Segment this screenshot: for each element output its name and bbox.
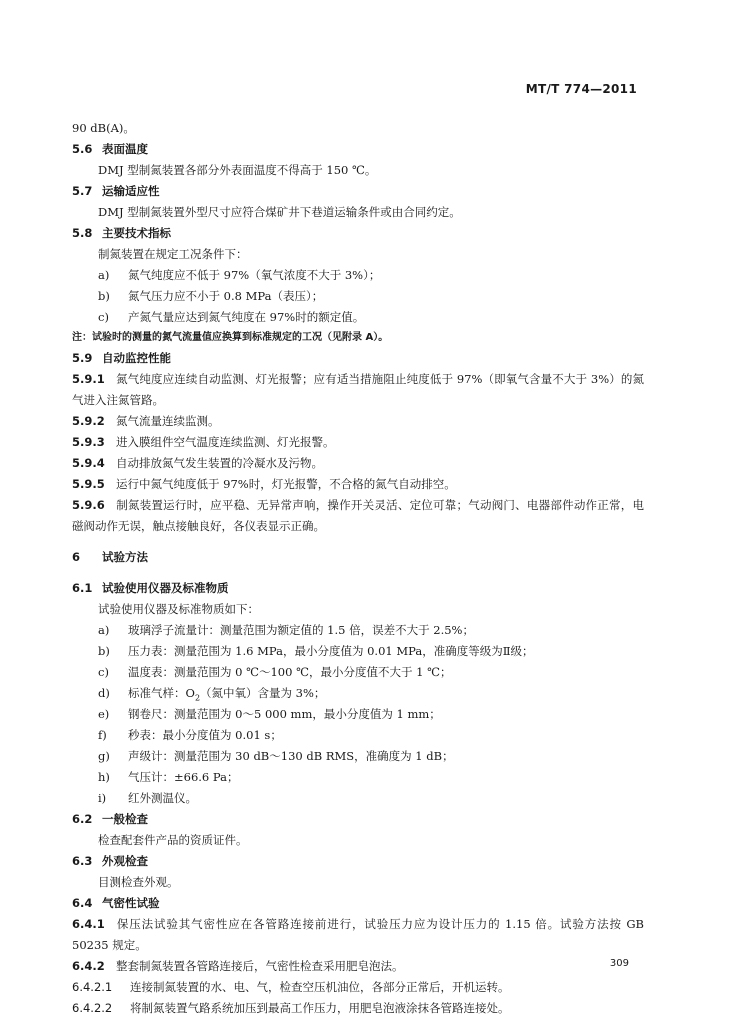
- clause: [72, 369, 644, 411]
- list-item: [72, 683, 644, 704]
- clause-text: 进入膜组件空气温度连续监测、灯光报警。: [116, 435, 335, 449]
- page-number: 309: [609, 958, 629, 969]
- clause-number: 5.9.6: [72, 498, 105, 512]
- clause-text: 连接制氮装置的水、电、气，检查空压机油位，各部分正常后，开机运转。: [130, 980, 510, 994]
- section-title: 自动监控性能: [102, 351, 171, 365]
- list-marker: d): [98, 686, 110, 700]
- clause-text: 运行中氮气纯度低于 97%时，灯光报警，不合格的氮气自动排空。: [116, 477, 456, 491]
- list-marker: c): [98, 310, 109, 324]
- formula-o: 标准气样：O: [128, 686, 195, 700]
- chapter-heading: [72, 547, 644, 568]
- standard-code-header: MT/T 774—2011: [525, 82, 637, 96]
- clause-text: 氮气纯度应连续自动监测、灯光报警；应有适当措施阻止纯度低于 97%（即氧气含量不大于 3%）的氮气进入注氮管路。: [72, 372, 644, 407]
- list-text: 声级计：测量范围为 30 dB～130 dB RMS，准确度为 1 dB；: [128, 749, 454, 763]
- section-number: 6.4: [72, 896, 93, 910]
- paragraph: DMJ 型制氮装置外型尺寸应符合煤矿井下巷道运输条件或由合同约定。: [98, 205, 461, 219]
- list-text: 玻璃浮子流量计：测量范围为额定值的 1.5 倍，误差不大于 2.5%；: [128, 623, 474, 637]
- list-marker: a): [98, 268, 110, 282]
- list-item: [72, 767, 644, 788]
- section-title: 主要技术指标: [102, 226, 171, 240]
- clause-text: 将制氮装置气路系统加压到最高工作压力，用肥皂泡液涂抹各管路连接处。: [130, 1001, 510, 1015]
- list-text: 产氮气量应达到氮气纯度在 97%时的额定值。: [128, 310, 365, 324]
- clause-number: 5.9.5: [72, 477, 105, 491]
- clause-number: 6.4.2: [72, 959, 105, 973]
- section-number: 6.3: [72, 854, 93, 868]
- list-item: [72, 662, 644, 683]
- clause: [72, 956, 644, 977]
- list-text: 气压计：±66.6 Pa；: [128, 770, 239, 784]
- clause: [72, 495, 644, 537]
- section-number: 6.1: [72, 581, 93, 595]
- list-text: 压力表：测量范围为 1.6 MPa，最小分度值为 0.01 MPa，准确度等级为Ⅱ级；: [128, 644, 534, 658]
- list-text: 钢卷尺：测量范围为 0～5 000 mm，最小分度值为 1 mm；: [128, 707, 441, 721]
- formula-subscript: 2: [194, 693, 201, 703]
- list-text: 氮气纯度应不低于 97%（氧气浓度不大于 3%）；: [128, 268, 381, 282]
- section-title: 外观检查: [102, 854, 148, 868]
- list-item: [72, 725, 644, 746]
- clause-text: 保压法试验其气密性应在各管路连接前进行，试验压力应为设计压力的 1.15 倍。试验方法按 GB 50235 规定。: [72, 917, 644, 952]
- list-marker: i): [98, 791, 107, 805]
- section-number: 6.2: [72, 812, 93, 826]
- document-body: [72, 118, 644, 1019]
- section-number: 5.6: [72, 142, 93, 156]
- list-text: 温度表：测量范围为 0 ℃～100 ℃，最小分度值不大于 1 ℃；: [128, 665, 452, 679]
- clause: [72, 914, 644, 956]
- list-marker: e): [98, 707, 110, 721]
- list-marker: f): [98, 728, 107, 742]
- clause-number: 6.4.2.2: [72, 1001, 113, 1015]
- paragraph: 制氮装置在规定工况条件下：: [98, 247, 248, 261]
- clause-number: 5.9.2: [72, 414, 105, 428]
- section-heading: [72, 851, 644, 872]
- list-marker: g): [98, 749, 110, 763]
- list-marker: c): [98, 665, 109, 679]
- section-title: 运输适应性: [102, 184, 160, 198]
- section-title: 一般检查: [102, 812, 148, 826]
- list-marker: h): [98, 770, 110, 784]
- list-item: [72, 265, 644, 286]
- section-title: 试验使用仪器及标准物质: [102, 581, 229, 595]
- section-heading: [72, 893, 644, 914]
- list-item: [72, 620, 644, 641]
- section-heading: [72, 181, 644, 202]
- list-text: 秒表：最小分度值为 0.01 s；: [128, 728, 282, 742]
- section-heading: [72, 809, 644, 830]
- list-item: [72, 307, 644, 328]
- section-heading: [72, 578, 644, 599]
- paragraph: DMJ 型制氮装置各部分外表面温度不得高于 150 ℃。: [98, 163, 377, 177]
- formula-rest: （氮中氧）含量为 3%；: [200, 686, 326, 700]
- clause-text: 自动排放氮气发生装置的冷凝水及污物。: [116, 456, 323, 470]
- section-title: 表面温度: [102, 142, 148, 156]
- clause-number: 5.9.3: [72, 435, 105, 449]
- spacer: [72, 537, 644, 547]
- clause: [72, 474, 644, 495]
- list-marker: b): [98, 644, 110, 658]
- list-marker: b): [98, 289, 110, 303]
- clause-text: 整套制氮装置各管路连接后，气密性检查采用肥皂泡法。: [116, 959, 404, 973]
- chapter-title: 试验方法: [102, 550, 148, 564]
- clause-text: 氮气流量连续监测。: [116, 414, 220, 428]
- list-item: [72, 286, 644, 307]
- clause-number: 5.9.1: [72, 372, 105, 386]
- section-heading: [72, 139, 644, 160]
- clause: [72, 432, 644, 453]
- chapter-number: 6: [72, 550, 81, 564]
- section-heading: [72, 348, 644, 369]
- section-title: 气密性试验: [102, 896, 160, 910]
- spacer: [72, 568, 644, 578]
- list-item: [72, 746, 644, 767]
- paragraph: 目测检查外观。: [98, 875, 179, 889]
- list-item: [72, 641, 644, 662]
- clause-text: 制氮装置运行时，应平稳、无异常声响，操作开关灵活、定位可靠；气动阀门、电器部件动作正常，电磁阀动作无误，触点接触良好，各仪表显示正确。: [72, 498, 644, 533]
- clause: [72, 998, 644, 1019]
- list-item: [72, 788, 644, 809]
- clause-number: 6.4.1: [72, 917, 105, 931]
- clause: [72, 453, 644, 474]
- note: 注：试验时的测量的氮气流量值应换算到标准规定的工况（见附录 A）。: [72, 332, 389, 343]
- clause: [72, 977, 644, 998]
- list-text: 红外测温仪。: [128, 791, 197, 805]
- section-number: 5.7: [72, 184, 93, 198]
- clause: [72, 411, 644, 432]
- list-text: 氮气压力应不小于 0.8 MPa（表压）；: [128, 289, 324, 303]
- paragraph: 试验使用仪器及标准物质如下：: [98, 602, 259, 616]
- section-heading: [72, 223, 644, 244]
- list-text: [128, 686, 326, 703]
- text-line: 90 dB(A)。: [72, 121, 135, 135]
- section-number: 5.8: [72, 226, 93, 240]
- clause-number: 6.4.2.1: [72, 980, 113, 994]
- clause-number: 5.9.4: [72, 456, 105, 470]
- section-number: 5.9: [72, 351, 93, 365]
- list-marker: a): [98, 623, 110, 637]
- paragraph: 检查配套件产品的资质证件。: [98, 833, 248, 847]
- list-item: [72, 704, 644, 725]
